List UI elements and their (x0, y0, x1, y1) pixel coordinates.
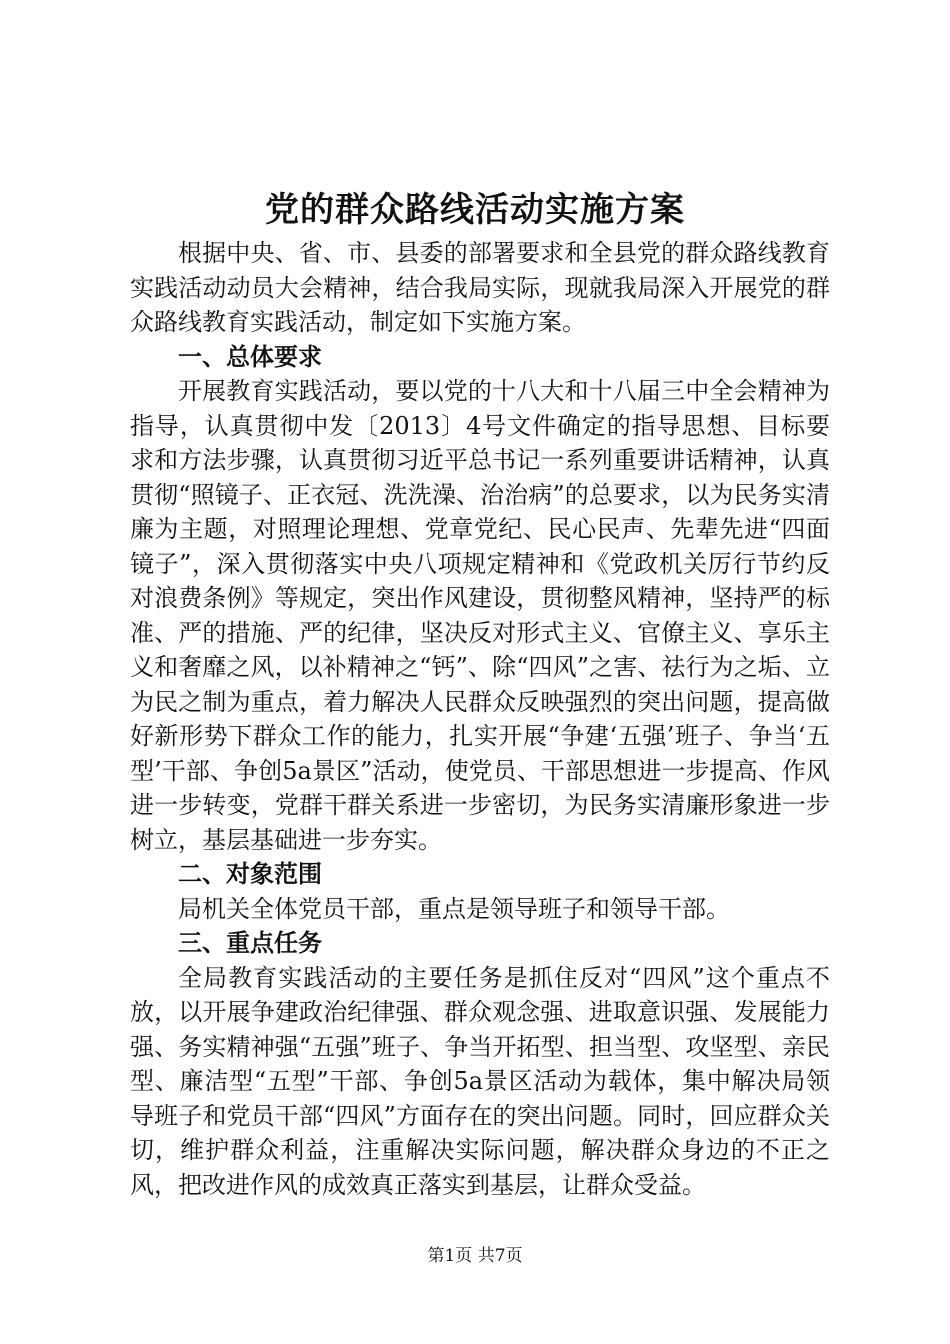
section-heading-key-tasks: 三、重点任务 (178, 928, 322, 957)
section-heading-scope: 二、对象范围 (178, 859, 322, 888)
section-heading-general-requirements: 一、总体要求 (178, 341, 322, 371)
document-body (130, 236, 830, 1202)
section-text-key-tasks: 全局教育实践活动的主要任务是抓住反对“四风”这个重点不放，以开展争建政治纪律强、群众观念强、进取意识强、发展能力强、务实精神强“五强”班子、争当开拓型、担当型、攻坚型、亲民型、廉洁型“五型”干部、争创5a景区活动为载体，集中解决局领导班子和党员干部“四风”方面存在的突出问题。同时，回应群众关切，维护群众利益，注重解决实际问题，解决群众身边的不正之风，把改进作风的成效真正落实到基层，让群众受益。 (130, 963, 830, 1199)
intro-paragraph: 根据中央、省、市、县委的部署要求和全县党的群众路线教育实践活动动员大会精神，结合我局实际，现就我局深入开展党的群众路线教育实践活动，制定如下实施方案。 (130, 239, 830, 336)
section-text-scope: 局机关全体党员干部，重点是领导班子和领导干部。 (178, 894, 730, 923)
section-text-general-requirements: 开展教育实践活动，要以党的十八大和十八届三中全会精神为指导，认真贯彻中发〔2013〕4号文件确定的指导思想、目标要求和方法步骤，认真贯彻习近平总书记一系列重要讲话精神，认真贯彻“照镜子、正衣冠、洗洗澡、治治病”的总要求，以为民务实清廉为主题，对照理论理想、党章党纪、民心民声、先辈先进“四面镜子”，深入贯彻落实中央八项规定精神和《党政机关厉行节约反对浪费条例》等规定，突出作风建设，贯彻整风精神，坚持严的标准、严的措施、严的纪律，坚决反对形式主义、官僚主义、享乐主义和奢靡之风，以补精神之“钙”、除“四风”之害、祛行为之垢、立为民之制为重点，着力解决人民群众反映强烈的突出问题，提高做好新形势下群众工作的能力，扎实开展“争建‘五强’班子、争当‘五型’干部、争创5a景区”活动，使党员、干部思想进一步提高、作风进一步转变，党群干群关系进一步密切，为民务实清廉形象进一步树立，基层基础进一步夯实。 (130, 377, 830, 854)
page-indicator: 第1页 共7页 (427, 1246, 523, 1266)
document-title: 党的群众路线活动实施方案 (265, 190, 685, 230)
